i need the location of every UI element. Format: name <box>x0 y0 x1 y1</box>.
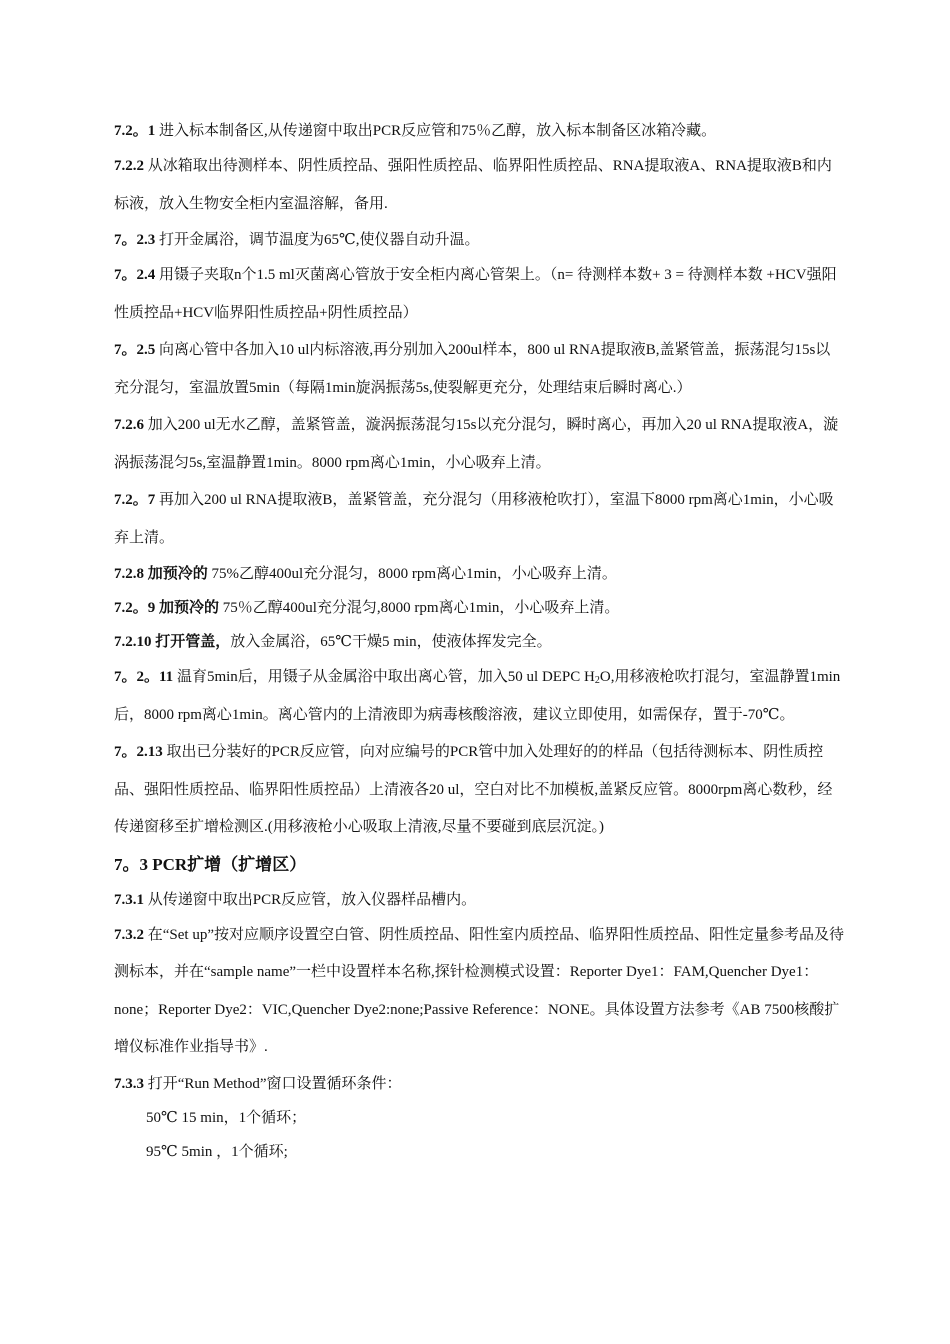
step-7-2-6: 7.2.6 加入200 ul无水乙醇，盖紧管盖，漩涡振荡混匀15s以充分混匀，瞬时离心，再加入20 ul RNA提取液A，漩涡振荡混匀5s,室温静置1min。8000 rpm离心1min，小心吸弃上清。 <box>114 417 839 471</box>
step-7-2-11: 7。2。11 温育5min后，用镊子从金属浴中取出离心管，加入50 ul DEPC $H_2O$,用移液枪吹打混匀，室温静置1min后，8000 rpm离心1min。离心管内的上清液即为病毒核酸溶液，建议立即使用，如需保存，置于-70℃。 <box>114 669 841 723</box>
step-7-2-13: 7。2.13 取出已分装好的PCR反应管，向对应编号的PCR管中加入处理好的的样品（包括待测标本、阴性质控品、强阳性质控品、临界阳性质控品）上清液各20 ul，空白对比不加模板,盖紧反应管。8000rpm离心数秒，经传递窗移至扩增检测区.(用移液枪小心吸取上清液,尽量不要碰到底层沉淀。) <box>114 744 833 835</box>
document-page <box>114 114 844 1169</box>
cycle-condition-2: 95℃ 5min ，1个循环; <box>146 1143 288 1160</box>
step-7-2-1: 7.2。1 进入标本制备区,从传递窗中取出PCR反应管和75％乙醇，放入标本制备区冰箱冷藏。 <box>114 123 717 139</box>
step-7-3-3: 7.3.3 打开“Run Method”窗口设置循环条件： <box>114 1075 402 1092</box>
step-7-2-9: 7.2。9 加预冷的 75％乙醇400ul充分混匀,8000 rpm离心1min，小心吸弃上清。 <box>114 600 620 616</box>
step-7-2-4: 7。2.4 用镊子夹取n个1.5 ml灭菌离心管放于安全柜内离心管架上。（n= 待测样本数+ 3 = 待测样本数 +HCV强阳性质控品+HCV临界阳性质控品+阴性质控品） <box>114 267 837 321</box>
cycle-condition-1: 50℃ 15 min，1个循环； <box>146 1109 307 1126</box>
step-7-3-1: 7.3.1 从传递窗中取出PCR反应管，放入仪器样品槽内。 <box>114 891 477 908</box>
section-heading-7-3: 7。3 PCR扩增（扩增区） <box>114 854 307 874</box>
step-7-2-10: 7.2.10 打开管盖，放入金属浴，65℃干燥5 min，使液体挥发完全。 <box>114 634 552 650</box>
step-7-2-2: 7.2.2 从冰箱取出待测样本、阴性质控品、强阳性质控品、临界阳性质控品、RNA提取液A、RNA提取液B和内标液，放入生物安全柜内室温溶解，备用. <box>114 158 832 212</box>
step-7-2-5: 7。2.5 向离心管中各加入10 ul内标溶液,再分别加入200ul样本，800 ul RNA提取液B,盖紧管盖，振荡混匀15s以充分混匀，室温放置5min（每隔1min旋涡振荡5s,使裂解更充分，处理结束后瞬时离心.） <box>114 342 831 396</box>
step-7-2-3: 7。2.3 打开金属浴，调节温度为65℃,使仪器自动升温。 <box>114 232 480 248</box>
step-7-2-7: 7.2。7 再加入200 ul RNA提取液B，盖紧管盖，充分混匀（用移液枪吹打），室温下8000 rpm离心1min，小心吸弃上清。 <box>114 492 834 546</box>
step-7-3-2: 7.3.2 在“Set up”按对应顺序设置空白管、阴性质控品、阳性室内质控品、临界阳性质控品、阳性定量参考品及待测标本，并在“sample name”一栏中设置样本名称,探针检测模式设置：Reporter Dye1：FAM,Quencher Dye1：none；Reporter Dye2：VIC,Quencher Dye2:none;Passive Reference：NONE。具体设置方法参考《AB 7500核酸扩增仪标准作业指导书》. <box>114 926 844 1055</box>
step-7-2-8: 7.2.8 加预冷的 75%乙醇400ul充分混匀，8000 rpm离心1min，小心吸弃上清。 <box>114 566 617 582</box>
